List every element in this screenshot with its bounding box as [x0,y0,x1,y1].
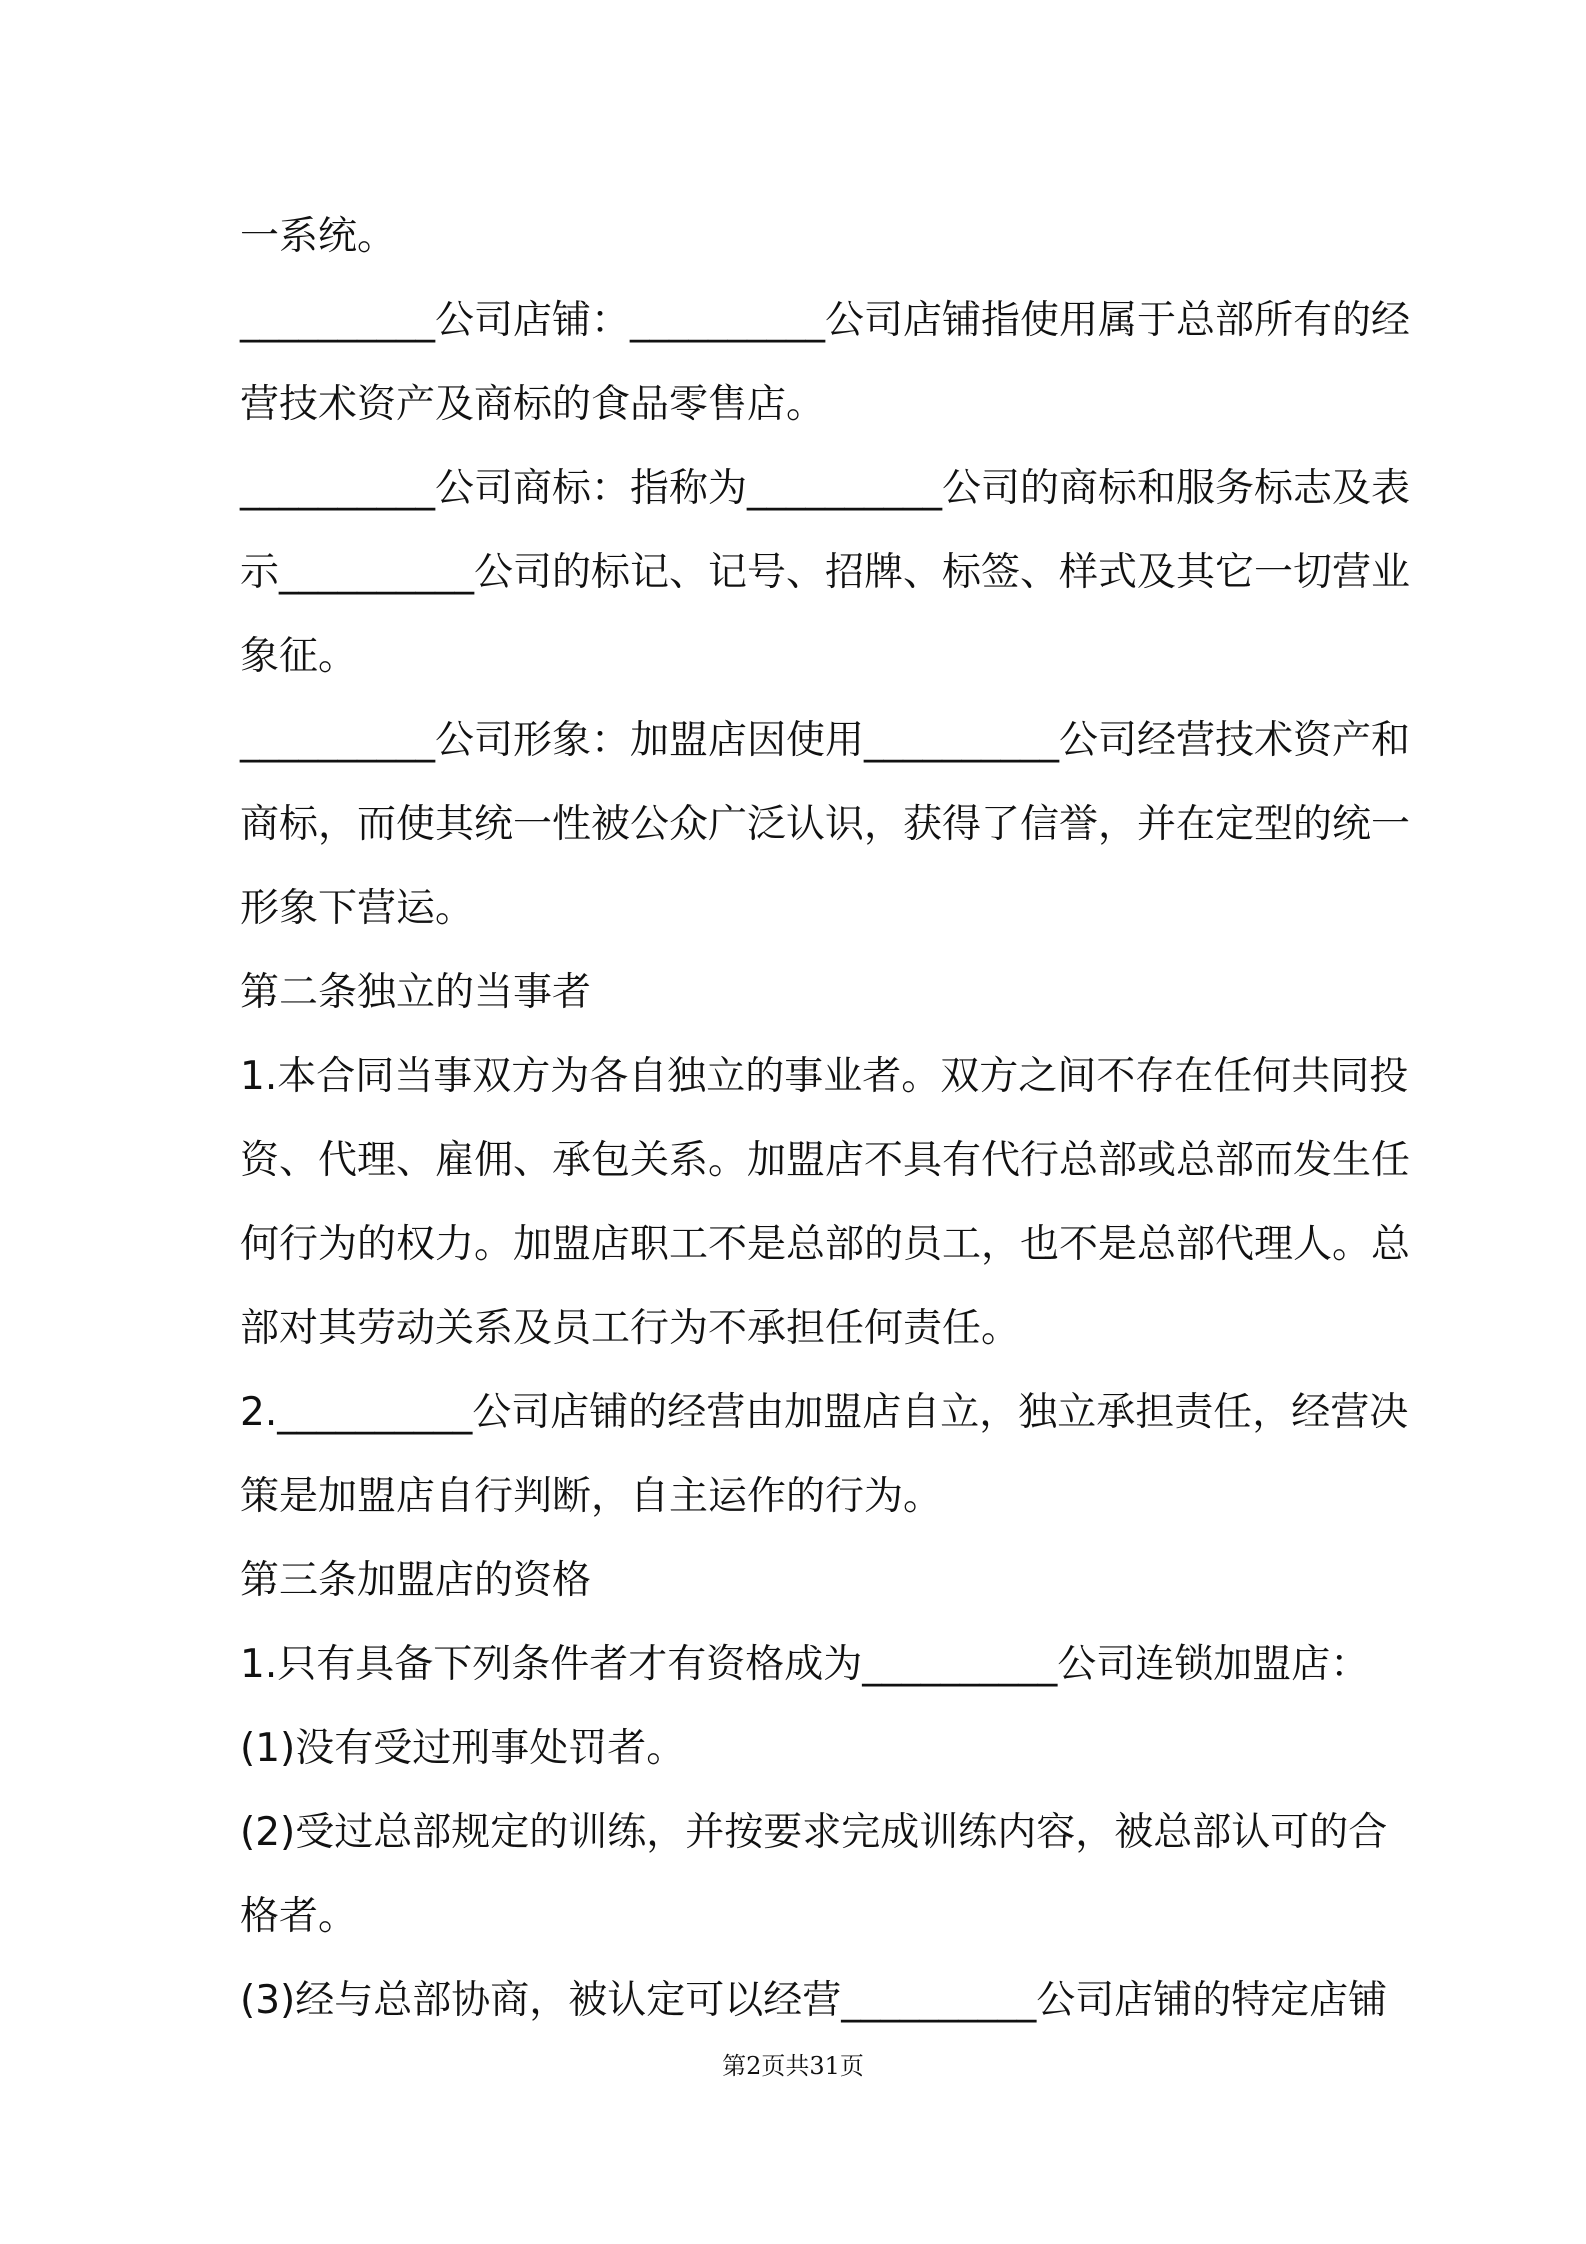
text-line: 策是加盟店自行判断，自主运作的行为。 [240,1474,943,1519]
text-line: 商标，而使其统一性被公众广泛认识，获得了信誉，并在定型的统一 [240,802,1411,847]
text-line: 部对其劳动关系及员工行为不承担任何责任。 [240,1306,1021,1351]
section-heading: 第三条加盟店的资格 [240,1558,592,1603]
text-line: __________公司店铺：__________公司店铺指使用属于总部所有的经 [240,298,1411,343]
text-line: 何行为的权力。加盟店职工不是总部的员工，也不是总部代理人。总 [240,1222,1411,1267]
text-line: 形象下营运。 [240,886,475,931]
text-line: 一系统。 [240,214,397,259]
text-line: (3)经与总部协商，被认定可以经营__________公司店铺的特定店铺 [240,1978,1388,2023]
text-line: 象征。 [240,634,358,679]
text-line: 示__________公司的标记、记号、招牌、标签、样式及其它一切营业 [240,550,1411,595]
text-line: __________公司商标：指称为__________公司的商标和服务标志及表 [240,466,1411,511]
page-number-footer: 第2页共31页 [722,2052,864,2080]
document-body [240,195,1411,2043]
text-line: 1.本合同当事双方为各自独立的事业者。双方之间不存在任何共同投 [240,1054,1409,1099]
text-line: 营技术资产及商标的食品零售店。 [240,382,826,427]
text-line: (2)受过总部规定的训练，并按要求完成训练内容，被总部认可的合 [240,1810,1388,1855]
text-line: 格者。 [240,1894,358,1939]
text-line: (1)没有受过刑事处罚者。 [240,1726,686,1771]
text-line: 资、代理、雇佣、承包关系。加盟店不具有代行总部或总部而发生任 [240,1138,1411,1183]
text-line: __________公司形象：加盟店因使用__________公司经营技术资产和 [240,718,1411,763]
text-line: 1.只有具备下列条件者才有资格成为__________公司连锁加盟店： [240,1642,1370,1687]
section-heading: 第二条独立的当事者 [240,970,592,1015]
text-line: 2.__________公司店铺的经营由加盟店自立，独立承担责任，经营决 [240,1390,1409,1435]
